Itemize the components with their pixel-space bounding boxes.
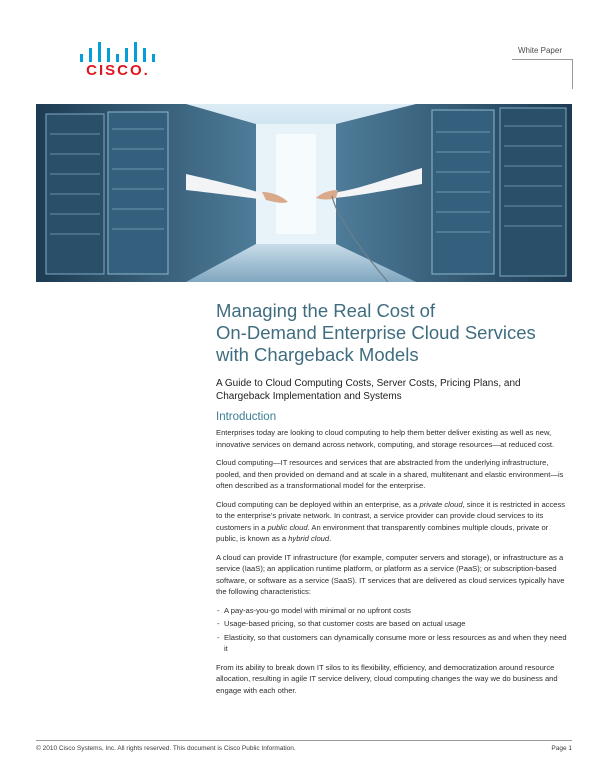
paragraph: Cloud computing can be deployed within an enterprise, as a private cloud, since it is restricted in access to the enterprise's private network. In contrast, a service provider can provide cloud services to its customers in a public cloud. An environment that transparently combines multiple clouds, private or public, is known as a hybrid cloud. [216, 499, 566, 543]
header-divider-vertical [572, 59, 573, 89]
paragraph: Cloud computing—IT resources and services that are abstracted from the underlying infrastructure, pooled, and then provided on demand and at scale in a shared, multitenant and elastic environment—is often described as a transformational model for the enterprise. [216, 458, 564, 490]
paragraph: A cloud can provide IT infrastructure (for example, computer servers and storage), or infrastructure as a service (IaaS); an application runtime platform, or platform as a service (PaaS); or subscription-based software, or software as a service (SaaS). IT services that are delivered as cloud services typically have the following characteristics: [216, 552, 565, 596]
title-line: with Chargeback Models [216, 344, 419, 365]
cisco-logo [78, 38, 158, 78]
paragraph: Enterprises today are looking to cloud computing to help them better deliver existing as well as new, innovative services on demand across network, computing, and storage resources—at reduced cost. [216, 428, 555, 449]
hero-image [36, 104, 572, 282]
characteristics-list [216, 605, 572, 655]
footer-copyright: © 2010 Cisco Systems, Inc. All rights reserved. This document is Cisco Public Information. [36, 745, 296, 752]
cisco-bars-icon [80, 38, 156, 62]
list-item: - A pay-as-you-go model with minimal or no upfront costs [216, 605, 572, 617]
logo-wordmark: CISCO. [86, 62, 150, 79]
header-divider [512, 59, 572, 60]
body-text [216, 427, 572, 703]
title-line: Managing the Real Cost of [216, 300, 436, 321]
list-item: - Elasticity, so that customers can dynamically consume more or less resources as and when they need it [216, 632, 572, 655]
footer-divider [36, 740, 572, 741]
server-room-illustration [36, 104, 572, 282]
document-type-label: White Paper [517, 46, 562, 55]
document-subtitle [216, 377, 576, 403]
title-line: On-Demand Enterprise Cloud Services [216, 322, 536, 343]
subtitle-line: Chargeback Implementation and Systems [216, 391, 402, 402]
page-number: Page 1 [551, 745, 572, 752]
subtitle-line: A Guide to Cloud Computing Costs, Server Costs, Pricing Plans, and [216, 378, 521, 389]
section-heading-introduction: Introduction [216, 411, 277, 423]
list-item: - Usage-based pricing, so that customer costs are based on actual usage [216, 618, 572, 630]
paragraph: From its ability to break down IT silos to its flexibility, efficiency, and democratization around resource allocation, resulting in agile IT service delivery, cloud computing changes the way we do business and engage with each other. [216, 662, 558, 695]
document-title [216, 300, 576, 366]
